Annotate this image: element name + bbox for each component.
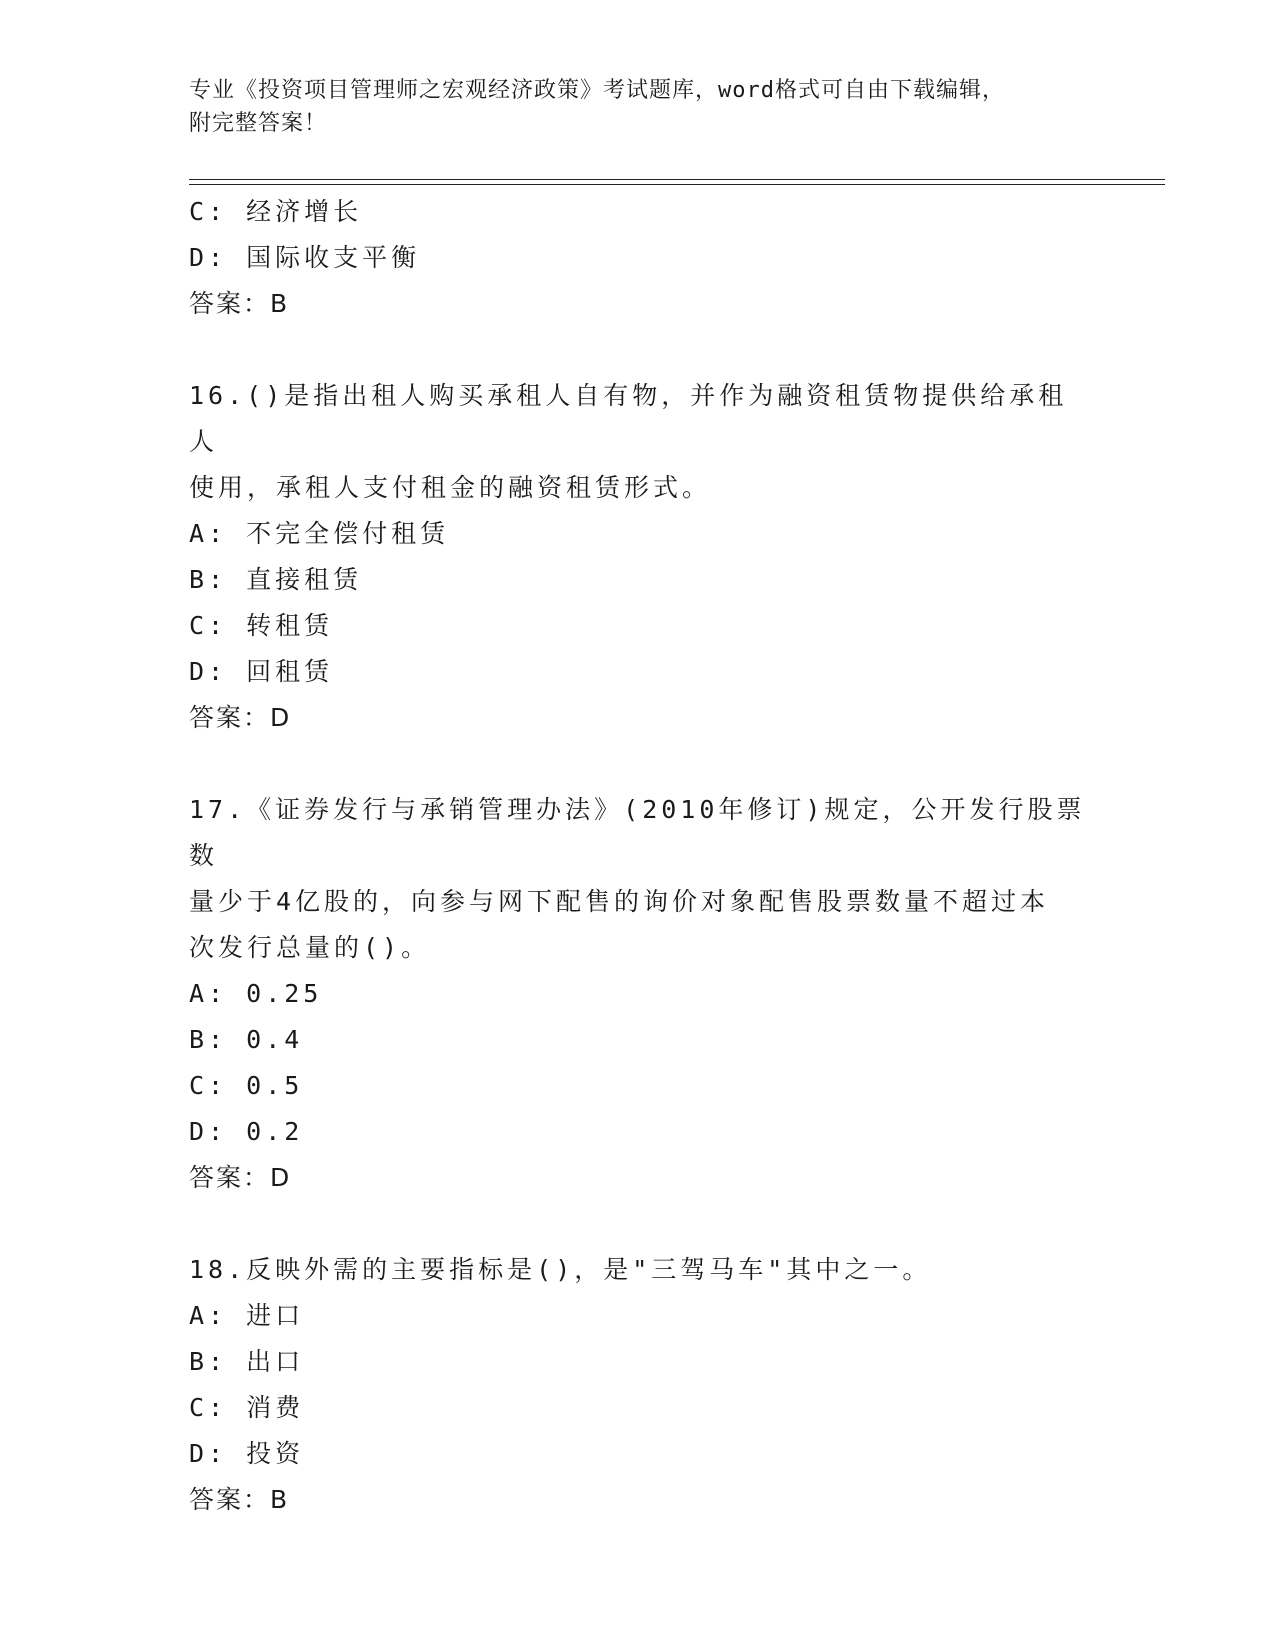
question-18 bbox=[189, 1247, 1089, 1523]
question-16 bbox=[189, 373, 1089, 741]
header-line-1: 专业《投资项目管理师之宏观经济政策》考试题库，word格式可自由下载编辑， bbox=[189, 78, 1005, 103]
option-d: D: 投资 bbox=[189, 1439, 305, 1468]
header-line-2: 附完整答案！ bbox=[189, 111, 328, 136]
question-stem-line: 量少于4亿股的，向参与网下配售的询价对象配售股票数量不超过本 bbox=[189, 887, 1050, 916]
option-a: A: 0.25 bbox=[189, 979, 323, 1008]
option-c: C: 转租赁 bbox=[189, 611, 334, 640]
prev-question bbox=[189, 189, 1089, 327]
question-list bbox=[189, 189, 1089, 1523]
spacer bbox=[189, 327, 1089, 373]
question-stem-line: 16.()是指出租人购买承租人自有物，并作为融资租赁物提供给承租人 bbox=[189, 381, 1068, 456]
answer-line: 答案：D bbox=[189, 703, 292, 732]
document-header bbox=[189, 74, 1069, 140]
answer-line: 答案：D bbox=[189, 1163, 292, 1192]
question-stem-line: 次发行总量的()。 bbox=[189, 933, 431, 962]
option-a: A: 进口 bbox=[189, 1301, 305, 1330]
answer-line: 答案：B bbox=[189, 1485, 290, 1514]
spacer bbox=[189, 741, 1089, 787]
option-a: A: 不完全偿付租赁 bbox=[189, 519, 450, 548]
option-c: C: 经济增长 bbox=[189, 197, 363, 226]
question-stem-line: 17.《证券发行与承销管理办法》(2010年修订)规定，公开发行股票数 bbox=[189, 795, 1086, 870]
answer-line: 答案：B bbox=[189, 289, 290, 318]
question-stem-line: 使用，承租人支付租金的融资租赁形式。 bbox=[189, 473, 712, 502]
option-b: B: 0.4 bbox=[189, 1025, 304, 1054]
spacer bbox=[189, 1201, 1089, 1247]
option-c: C: 消费 bbox=[189, 1393, 305, 1422]
option-d: D: 回租赁 bbox=[189, 657, 334, 686]
header-double-rule bbox=[189, 179, 1165, 185]
question-17 bbox=[189, 787, 1089, 1201]
question-stem-line: 18.反映外需的主要指标是()，是"三驾马车"其中之一。 bbox=[189, 1255, 932, 1284]
option-b: B: 出口 bbox=[189, 1347, 305, 1376]
option-c: C: 0.5 bbox=[189, 1071, 304, 1100]
option-d: D: 国际收支平衡 bbox=[189, 243, 421, 272]
option-d: D: 0.2 bbox=[189, 1117, 304, 1146]
option-b: B: 直接租赁 bbox=[189, 565, 363, 594]
